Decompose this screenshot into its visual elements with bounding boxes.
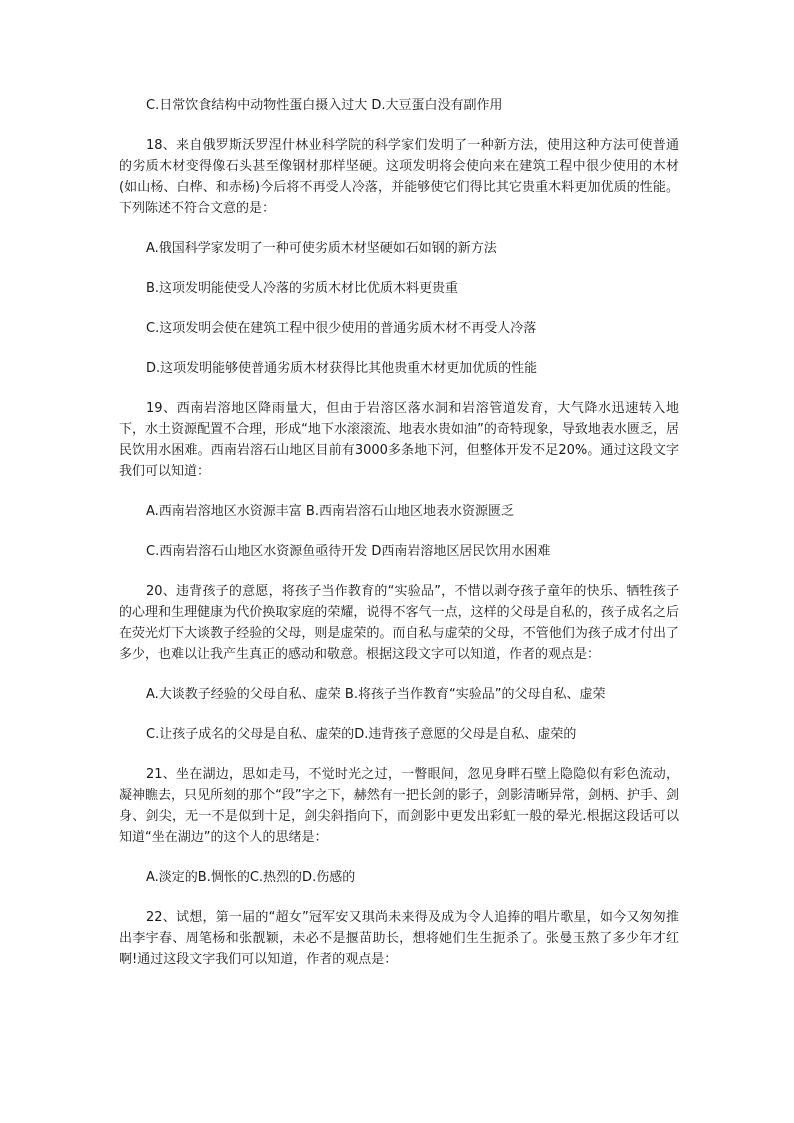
q21-options: A.淡定的B.惆怅的C.热烈的D.伤感的	[146, 870, 356, 885]
q18-option-b: B.这项发明能使受人冷落的劣质木材比优质木料更贵重	[146, 281, 459, 296]
q18-stem: 18、来自俄罗斯沃罗涅什林业科学院的科学家们发明了一种新方法，使用这种方法可使普通的劣质木材变得像石头甚至像钢材那样坚硬。这项发明将会使向来在建筑工程中很少使用的木材(如山杨、白桦、和赤杨)今后将不再受人冷落，并能够使它们得比其它贵重木料更加优质的性能。下列陈述不符合文意的是：	[119, 138, 679, 216]
q18-option-d: D.这项发明能够使普通劣质木材获得比其他贵重木材更加优质的性能	[146, 361, 538, 376]
document-page	[119, 95, 679, 970]
q19-options-cd: C.西南岩溶石山地区水资源鱼亟待开发 D西南岩溶地区居民饮用水困难	[146, 544, 551, 559]
q20-stem: 20、违背孩子的意愿，将孩子当作教育的“实验品”，不惜以剥夺孩子童年的快乐、牺牲孩子的心理和生理健康为代价换取家庭的荣耀，说得不客气一点，这样的父母是自私的，孩子成名之后在荧光灯下大谈教子经验的父母，则是虚荣的。而自私与虚荣的父母，不管他们为孩子成才付出了多少，也难以让我产生真正的感动和敬意。根据这段文字可以知道，作者的观点是：	[119, 584, 679, 662]
q17-options-cd: C.日常饮食结构中动物性蛋白摄入过大 D.大豆蛋白没有副作用	[146, 98, 503, 113]
q18-option-c: C.这项发明会使在建筑工程中很少使用的普通劣质木材不再受人冷落	[146, 321, 537, 336]
q19-stem: 19、西南岩溶地区降雨量大，但由于岩溶区落水洞和岩溶管道发育，大气降水迅速转入地下，水土资源配置不合理，形成“地下水滚滚流、地表水贵如油”的奇特现象，导致地表水匮乏，居民饮用水困难。西南岩溶石山地区目前有3000多条地下河，但整体开发不足20%。通过这段文字我们可以知道：	[119, 401, 679, 479]
q22-stem: 22、试想，第一届的“超女”冠军安又琪尚未来得及成为令人追捧的唱片歌星，如今又匆匆推出李宇春、周笔杨和张靓颖，未必不是揠苗助长，想将她们生生扼杀了。张曼玉熬了多少年才红啊!通过这段文字我们可以知道，作者的观点是：	[119, 910, 679, 967]
q20-options-ab: A.大谈教子经验的父母自私、虚荣 B.将孩子当作教育“实验品”的父母自私、虚荣	[146, 687, 606, 702]
q20-options-cd: C.让孩子成名的父母是自私、虚荣的D.违背孩子意愿的父母是自私、虚荣的	[146, 727, 577, 742]
q21-stem: 21、坐在湖边，思如走马，不觉时光之过，一瞥眼间，忽见身畔石壁上隐隐似有彩色流动，凝神瞧去，只见所刻的那个“段”字之下，赫然有一把长剑的影子，剑影清晰异常，剑柄、护手、剑身、剑尖，无一不是似到十足，剑尖斜指向下，而剑影中更发出彩虹一般的晕光.根据这段话可以知道“坐在湖边”的这个人的思绪是：	[119, 767, 679, 845]
q19-options-ab: A.西南岩溶地区水资源丰富 B.西南岩溶石山地区地表水资源匮乏	[146, 504, 514, 519]
q18-option-a: A.俄国科学家发明了一种可使劣质木材坚硬如石如钢的新方法	[146, 241, 497, 256]
